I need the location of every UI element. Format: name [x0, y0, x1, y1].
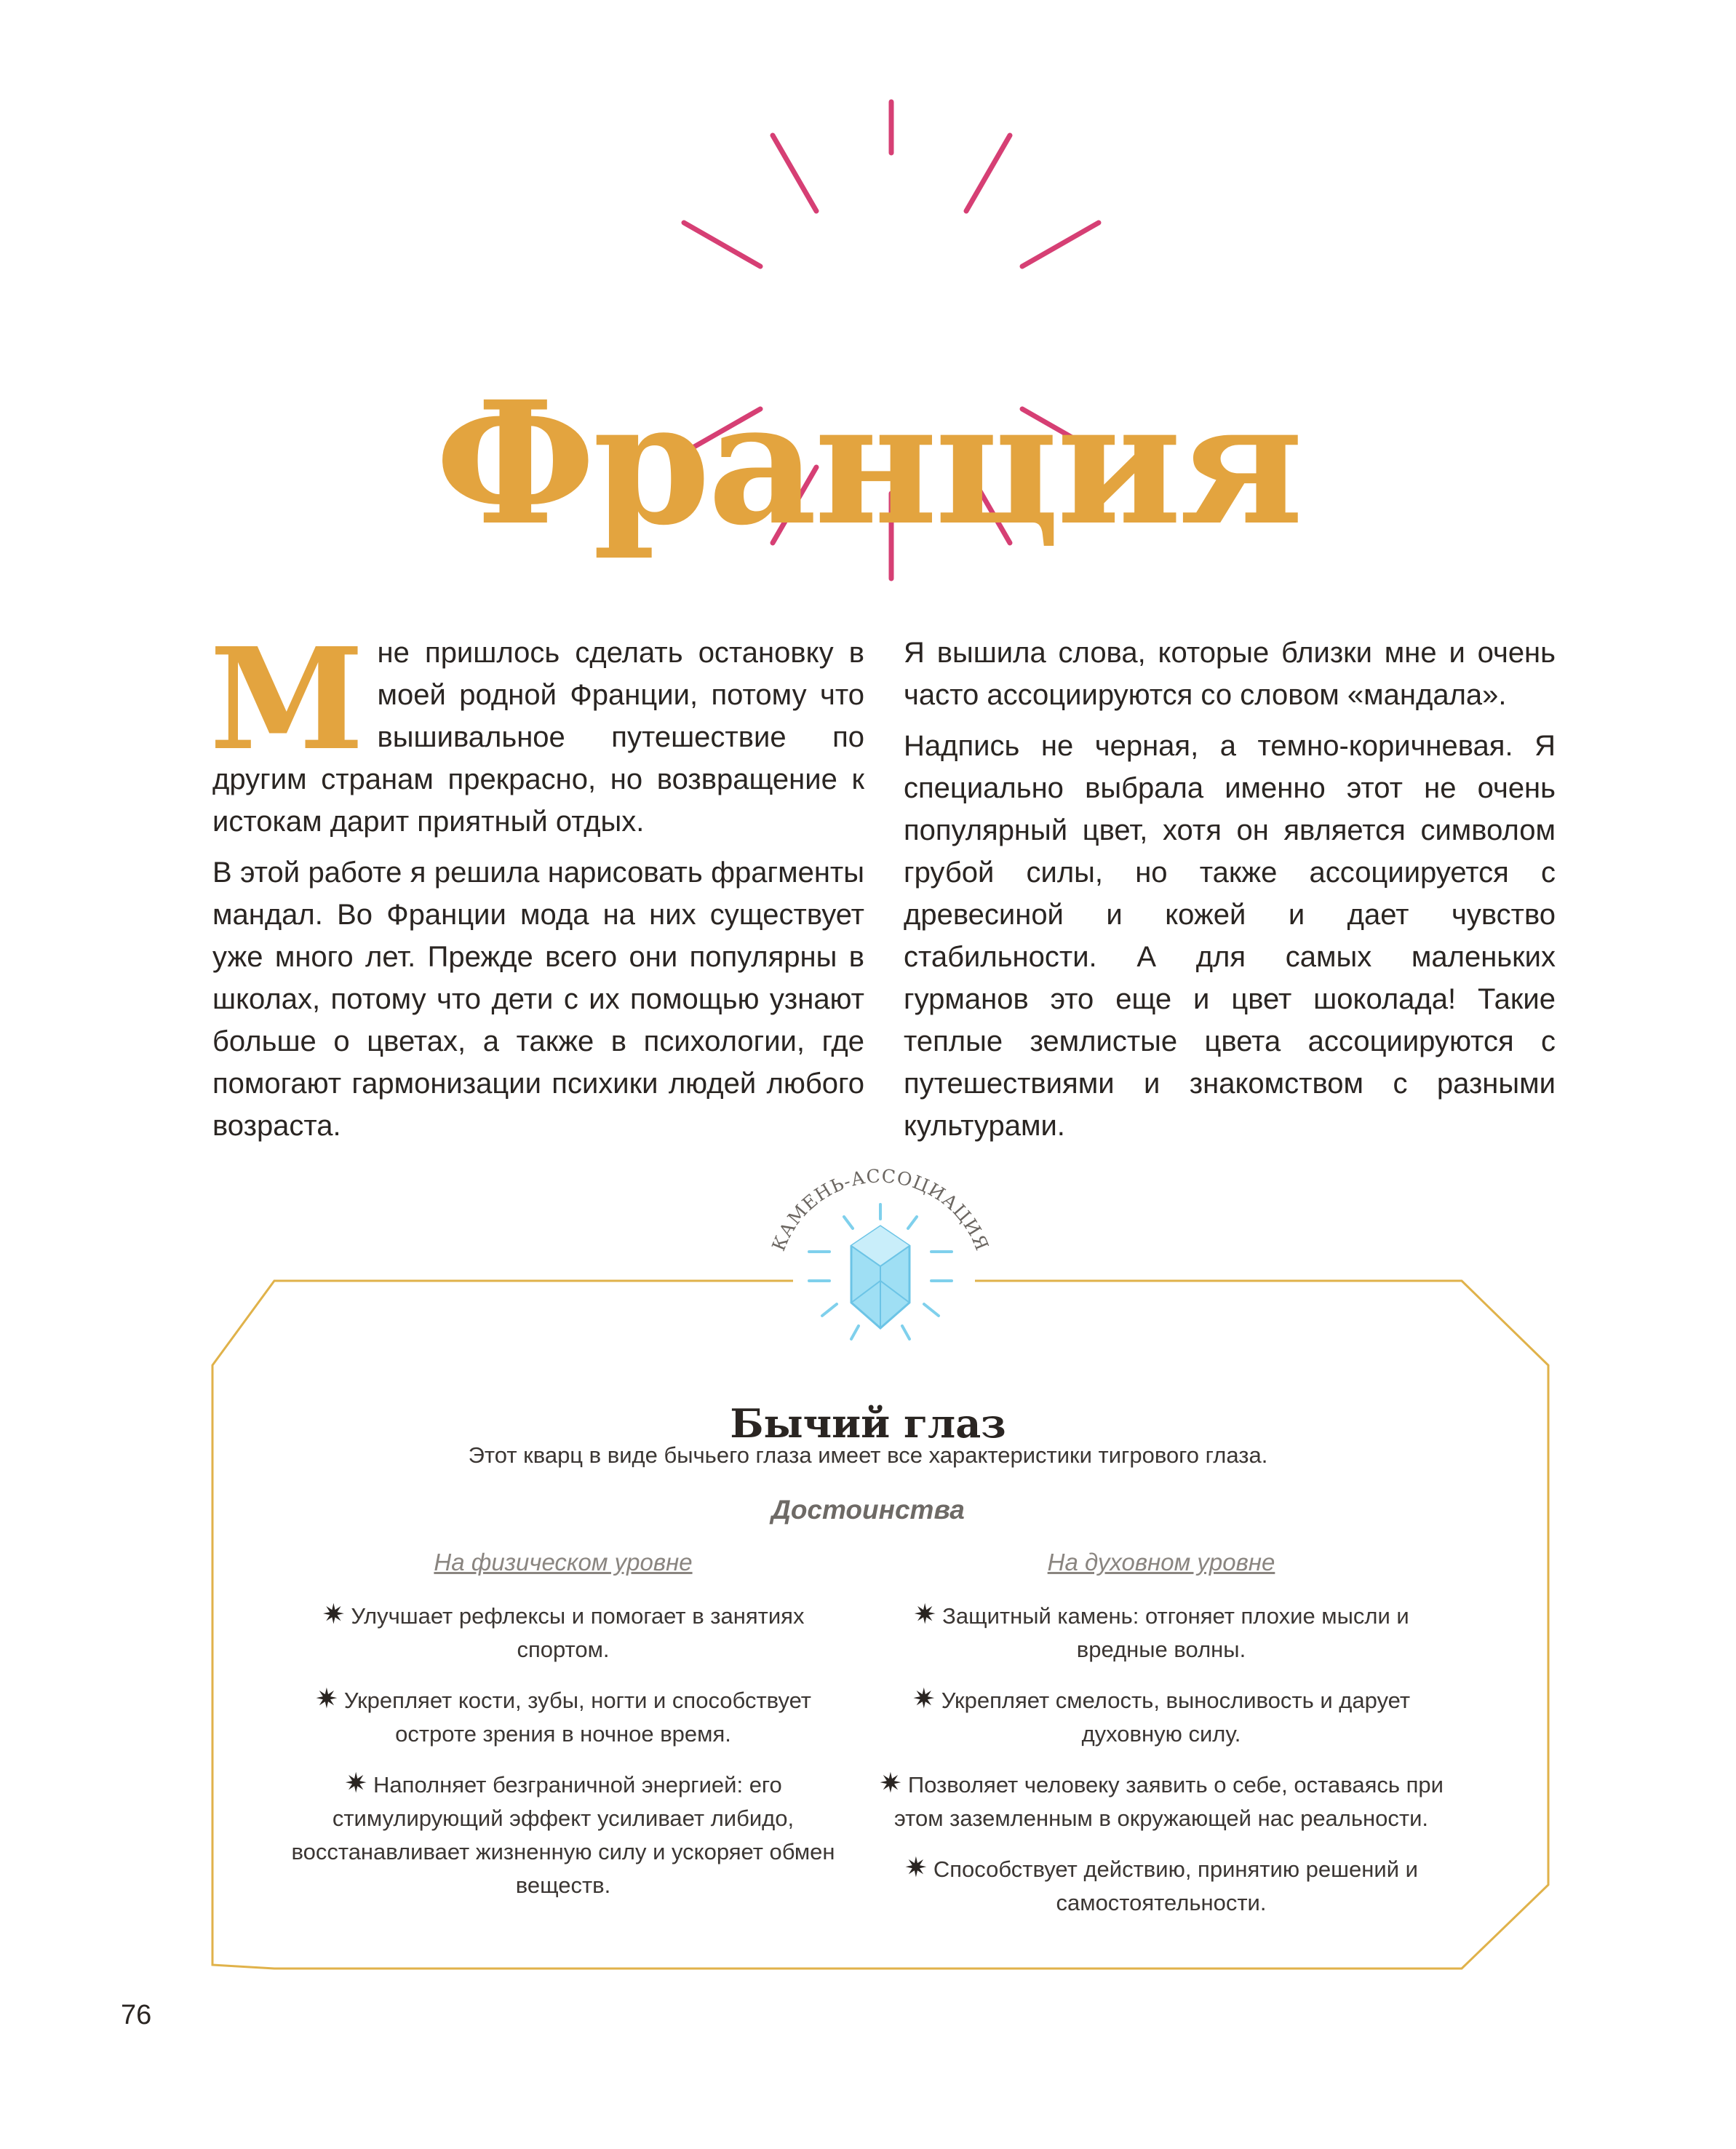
star-bullet-icon: ✷	[912, 1684, 936, 1715]
list-item: ✷ Наполняет безграничной энергией: его стимулирующий эффект усиливает либидо, восстанавливает жизненную силу и ускоряет обмен веществ.	[291, 1768, 835, 1898]
list-item: ✷ Защитный камень: отгоняет плохие мысли и вредные волны.	[913, 1600, 1409, 1662]
physical-level-heading: На физическом уровне	[434, 1549, 693, 1576]
intro-paragraph-2: В этой работе я решила нарисовать фрагменты мандал. Во Франции мода на них существует уже много лет. Прежде всего они популярны в школах, потому что дети с их помощью узнают больше о цветах, а также в психологии, где помогают гармонизации психики людей любого возраста.	[212, 857, 864, 1142]
star-bullet-icon: ✷	[904, 1853, 928, 1883]
stone-badge-label: КАМЕНЬ-АССОЦИАЦИЯ	[768, 1165, 993, 1255]
spiritual-level-list	[877, 1598, 1445, 1920]
physical-level-list	[279, 1598, 847, 1902]
list-item: ✷ Улучшает рефлексы и помогает в занятиях спортом.	[322, 1600, 805, 1662]
page-title: Франция	[435, 364, 1301, 563]
intro-paragraph-4: Надпись не черная, а темно-коричневая. Я специально выбрала именно этот не очень популярный цвет, хотя он является символом грубой силы, но также ассоциируется с древесиной и кожей и дает чувство стабильности. А для самых маленьких гурманов это еще и цвет шоколада! Такие теплые землистые цвета ассоциируются с путешествиями и знакомством с разными культурами.	[904, 730, 1556, 1142]
spiritual-level-column	[877, 1546, 1445, 1936]
physical-level-column	[279, 1546, 847, 1918]
list-item: ✷ Укрепляет кости, зубы, ногти и способствует остроте зрения в ночное время.	[314, 1684, 812, 1747]
stone-title: Бычий глаз	[730, 1399, 1006, 1447]
list-item: ✷ Позволяет человеку заявить о себе, оставаясь при этом заземленным в окружающей нас реальности.	[879, 1768, 1444, 1831]
star-bullet-icon: ✷	[314, 1684, 338, 1715]
drop-cap: М	[210, 618, 365, 782]
stone-description: Этот кварц в виде бычьего глаза имеет все характеристики тигрового глаза.	[468, 1442, 1268, 1468]
star-bullet-icon: ✷	[913, 1600, 937, 1630]
page-number: 76	[121, 2000, 152, 2030]
intro-paragraph-1: Мне пришлось сделать остановку в моей родной Франции, потому что вышивальное путешествие по другим странам прекрасно, но возвращение к истокам дарит приятный отдых.	[210, 618, 864, 838]
intro-paragraph-3: Я вышила слова, которые близки мне и очень часто ассоциируются со словом «мандала».	[904, 637, 1556, 711]
star-bullet-icon: ✷	[322, 1600, 346, 1630]
list-item: ✷ Укрепляет смелость, выносливость и дарует духовную силу.	[912, 1684, 1411, 1747]
list-item: ✷ Способствует действию, принятию решений и самостоятельности.	[904, 1853, 1418, 1915]
star-bullet-icon: ✷	[879, 1768, 902, 1799]
spiritual-level-heading: На духовном уровне	[1047, 1549, 1275, 1576]
merits-heading: Достоинства	[771, 1495, 965, 1525]
star-bullet-icon: ✷	[344, 1768, 368, 1799]
crystal-icon	[809, 1204, 952, 1339]
